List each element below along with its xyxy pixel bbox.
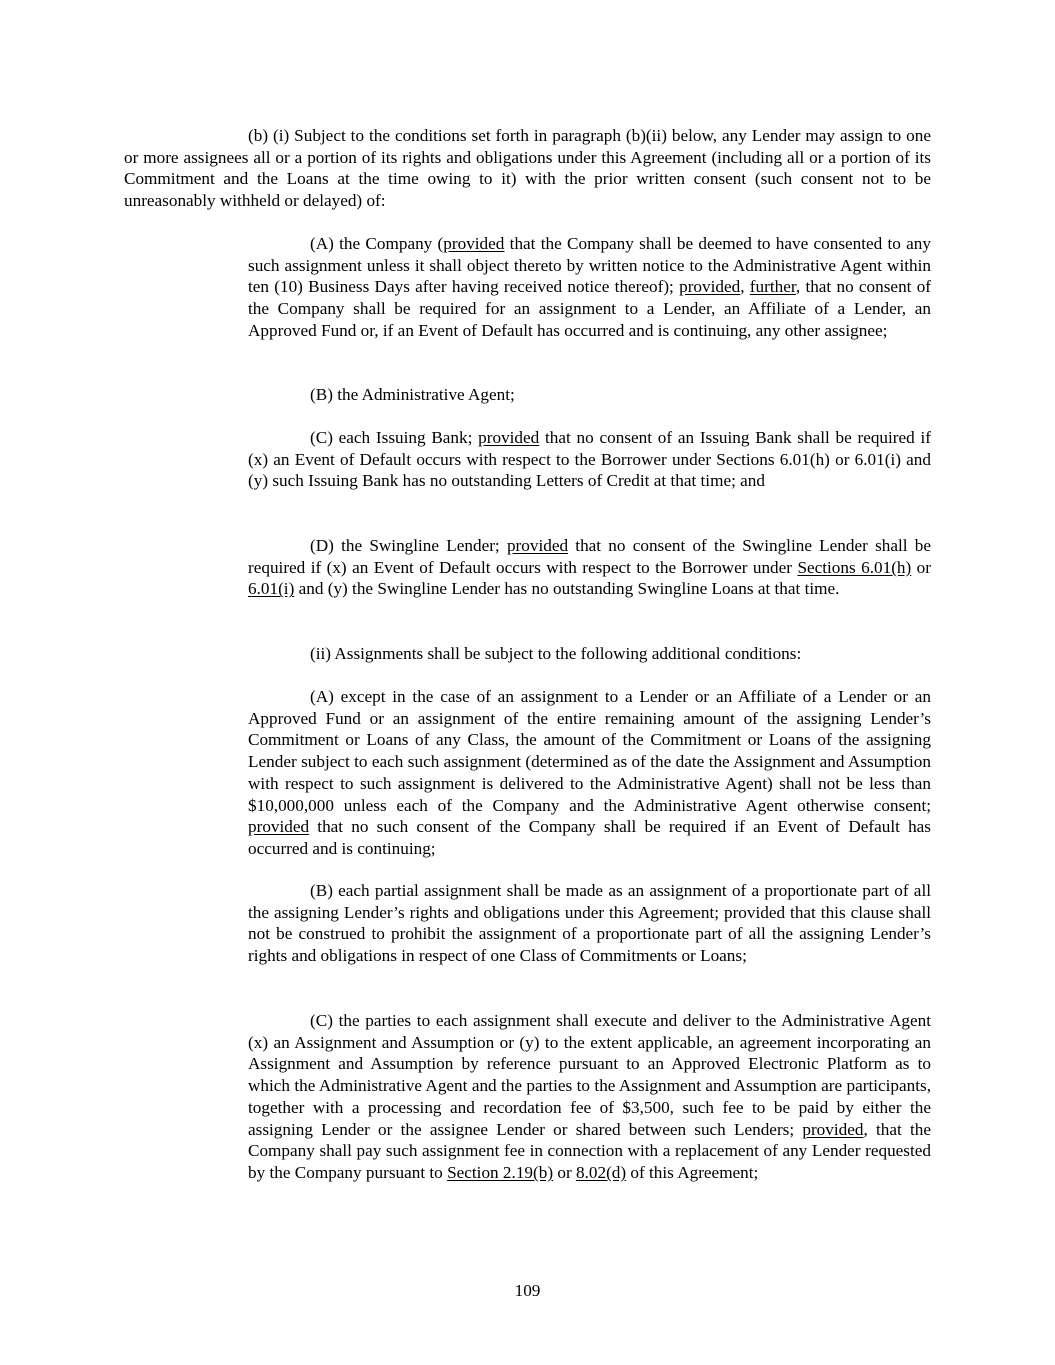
underlined-reference: 6.01(i)	[248, 579, 295, 599]
text-segment: or	[911, 557, 931, 577]
text-segment: (C) each Issuing Bank;	[310, 428, 479, 447]
text-segment: or	[553, 1162, 576, 1182]
text-segment: that no such consent of the Company shall be required if an Event of Default has occurred and is continuing;	[248, 817, 931, 858]
text-segment: , that the Company shall pay such assignment fee in connection with a replacement of any Lender requested by the Company pursuant to	[248, 1119, 931, 1182]
page-number: 109	[514, 1281, 541, 1300]
underlined-reference: provided	[679, 277, 741, 297]
paragraph-b-ii-A	[248, 686, 931, 860]
text-segment: that the Company shall be deemed to have consented to any such assignment unless it shall object thereto by written notice to the Administrative Agent within ten (10) Business Days after having received notice thereof);	[248, 234, 931, 297]
text-segment: and (y) the Swingline Lender has no outstanding Swingline Loans at that time.	[294, 579, 840, 599]
text-segment: (D) the Swingline Lender;	[310, 536, 507, 555]
text-segment: of this Agreement;	[626, 1162, 759, 1182]
text-segment: (B) the Administrative Agent;	[310, 385, 515, 404]
underlined-reference: 8.02(d)	[575, 1162, 627, 1182]
text-segment: ,	[740, 277, 750, 297]
paragraph-b-ii	[248, 643, 931, 665]
underlined-reference: provided	[506, 536, 569, 555]
paragraph-b-i-C	[248, 427, 931, 492]
underlined-reference: provided	[802, 1119, 864, 1139]
underlined-reference: provided	[248, 817, 310, 837]
text-segment: (A) except in the case of an assignment to a Lender or an Affiliate of a Lender or an Approved Fund or an assignment of the entire remaining amount of the assigning Lender’s Commitment or Loans of any Class, the amount of the Commitment or Loans of the assigning Lender subject to each such assignment (determined as of the date the Assignment and Assumption with respect to such assignment is delivered to the Administrative Agent) shall not be less than $10,000,000 unless each of the Company and the Administrative Agent otherwise consent;	[248, 687, 931, 815]
underlined-reference: Section 2.19(b)	[447, 1162, 554, 1182]
text-segment: that no consent of the Swingline Lender shall be required if (x) an Event of Default occurs with respect to the Borrower under	[248, 536, 931, 577]
paragraph-b-ii-B	[248, 880, 931, 967]
text-segment: , that no consent of the Company shall be required for an assignment to a Lender, an Affiliate of a Lender, an Approved Fund or, if an Event of Default has occurred and is continuing, any other assignee;	[248, 277, 932, 340]
paragraph-b-i-B	[248, 384, 931, 406]
text-segment: (b) (i) Subject to the conditions set forth in paragraph (b)(ii) below, any Lender may assign to one or more assignees all or a portion of its rights and obligations under this Agreement (including all or a portion of its Commitment and the Loans at the time owing to it) with the prior written consent (such consent not to be unreasonably withheld or delayed) of:	[124, 126, 931, 211]
paragraph-b-ii-C	[248, 1010, 931, 1184]
paragraph-b-i-A	[248, 233, 931, 342]
text-segment: (B) each partial assignment shall be made as an assignment of a proportionate part of all the assigning Lender’s rights and obligations under this Agreement; provided that this clause shall not be construed to prohibit the assignment of a proportionate part of all the assigning Lender’s rights and obligations in respect of one Class of Commitments or Loans;	[248, 881, 931, 966]
text-segment: (A) the Company (	[310, 234, 444, 253]
text-segment: (C) the parties to each assignment shall execute and deliver to the Administrative Agent (x) an Assignment and Assumption or (y) to the extent applicable, an agreement incorporating an Assignment and Assumption by reference pursuant to an Approved Electronic Platform as to which the Administrative Agent and the parties to the Assignment and Assumption are participants, together with a processing and recordation fee of $3,500, such fee to be paid by either the assigning Lender or the assignee Lender or shared between such Lenders;	[248, 1011, 931, 1139]
underlined-reference: provided	[478, 428, 540, 447]
paragraph-b-i	[124, 125, 931, 212]
underlined-reference: provided	[443, 234, 505, 253]
text-segment: (ii) Assignments shall be subject to the following additional conditions:	[310, 644, 802, 663]
text-segment: that no consent of an Issuing Bank shall be required if (x) an Event of Default occurs with respect to the Borrower under Sections 6.01(h) or 6.01(i) and (y) such Issuing Bank has no outstanding Letters of Credit at that time; and	[248, 428, 932, 491]
underlined-reference: further	[749, 277, 796, 297]
paragraph-b-i-D	[248, 535, 931, 600]
underlined-reference: Sections 6.01(h)	[797, 557, 912, 577]
